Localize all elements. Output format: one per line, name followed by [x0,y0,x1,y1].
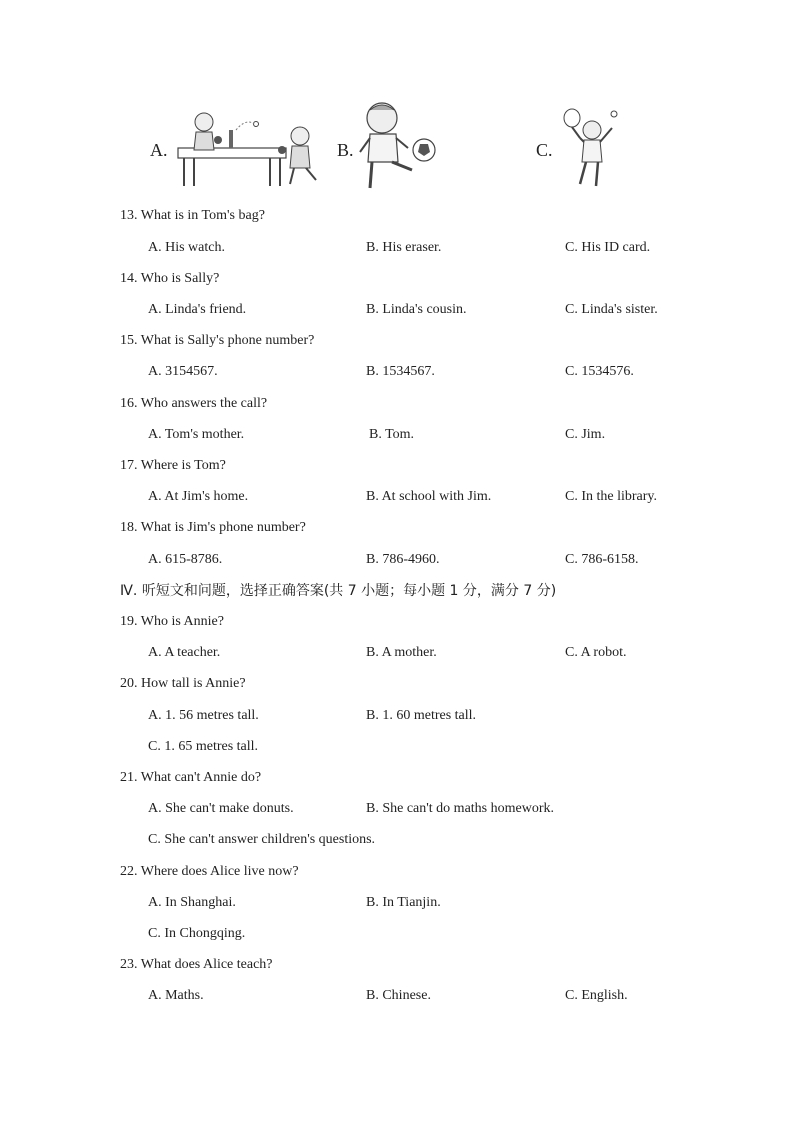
question-20-option-c: C. 1. 65 metres tall. [148,739,259,754]
question-14-option-a: A. Linda's friend. [148,302,247,317]
picture-option-a-label: A. [150,140,168,160]
question-23-option-a: A. Maths. [148,988,204,1003]
question-23-option-b: B. Chinese. [366,988,431,1003]
question-17-option-a: A. At Jim's home. [148,489,249,504]
question-19-option-c: C. A robot. [565,645,627,660]
question-18-option-b: B. 786-4960. [366,552,440,567]
question-21: 21. What can't Annie do? [120,770,262,785]
question-21-option-b: B. She can't do maths homework. [366,801,554,816]
picture-option-c-label: C. [536,140,553,160]
question-13: 13. What is in Tom's bag? [120,208,265,223]
question-20: 20. How tall is Annie? [120,676,246,691]
question-14-option-b: B. Linda's cousin. [366,302,467,317]
question-18-option-c: C. 786-6158. [565,552,639,567]
section-4-heading: Ⅳ. 听短文和问题，选择正确答案(共 7 小题；每小题 1 分，满分 7 分) [120,583,557,599]
question-16-option-c: C. Jim. [565,427,606,442]
question-13-option-a: A. His watch. [148,240,225,255]
question-15-option-b: B. 1534567. [366,364,435,379]
question-16-option-a: A. Tom's mother. [148,427,245,442]
question-13-option-b: B. His eraser. [366,240,442,255]
question-18-option-a: A. 615-8786. [148,552,223,567]
question-22-option-a: A. In Shanghai. [148,895,236,910]
question-21-option-a: A. She can't make donuts. [148,801,294,816]
boy-kicking-football-icon [358,100,442,192]
question-17-option-c: C. In the library. [565,489,658,504]
question-14: 14. Who is Sally? [120,271,220,286]
question-18: 18. What is Jim's phone number? [120,520,306,535]
question-21-option-c: C. She can't answer children's questions. [148,832,376,847]
question-16: 16. Who answers the call? [120,396,268,411]
question-20-option-b: B. 1. 60 metres tall. [366,708,477,723]
table-tennis-players-icon [174,108,324,188]
question-17: 17. Where is Tom? [120,458,226,473]
question-22-option-c: C. In Chongqing. [148,926,246,941]
question-19-option-a: A. A teacher. [148,645,221,660]
question-15-option-a: A. 3154567. [148,364,218,379]
question-14-option-c: C. Linda's sister. [565,302,658,317]
girl-playing-tennis-icon [558,108,624,190]
question-19: 19. Who is Annie? [120,614,224,629]
question-13-option-c: C. His ID card. [565,240,651,255]
question-19-option-b: B. A mother. [366,645,437,660]
question-15-option-c: C. 1534576. [565,364,634,379]
question-20-option-a: A. 1. 56 metres tall. [148,708,259,723]
question-17-option-b: B. At school with Jim. [366,489,492,504]
question-15: 15. What is Sally's phone number? [120,333,315,348]
question-22-option-b: B. In Tianjin. [366,895,441,910]
question-22: 22. Where does Alice live now? [120,864,299,879]
question-23: 23. What does Alice teach? [120,957,273,972]
question-16-option-b: B. Tom. [369,427,415,442]
picture-option-b-label: B. [337,140,354,160]
question-23-option-c: C. English. [565,988,628,1003]
